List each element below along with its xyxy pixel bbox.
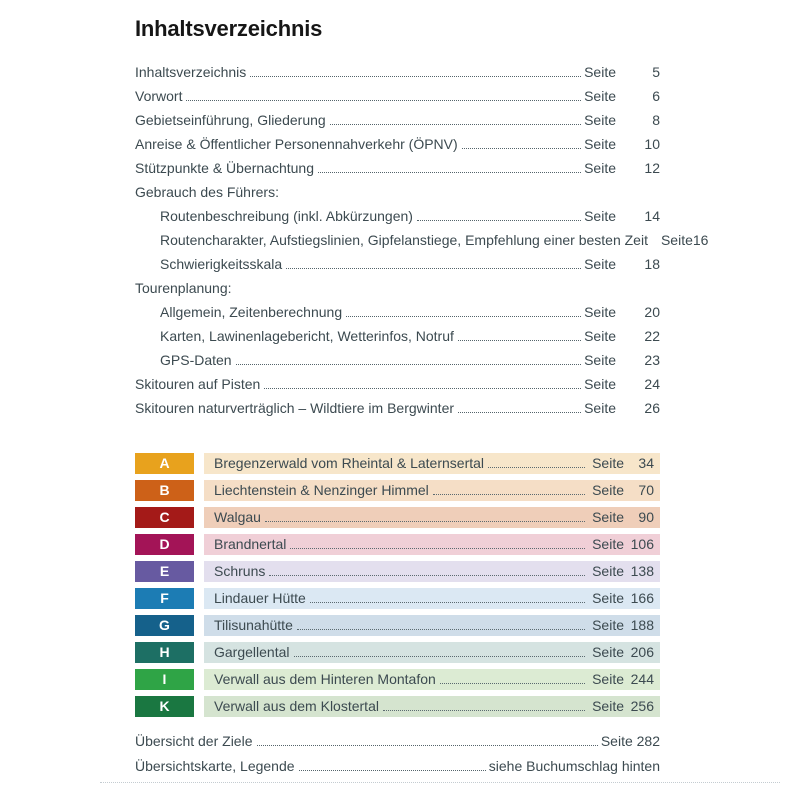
toc-entry (135, 208, 660, 232)
dot-leader (290, 548, 585, 549)
dot-leader (297, 629, 585, 630)
dot-leader (269, 575, 585, 576)
footer-entry-value: Seite 282 (600, 733, 660, 749)
seite-label: Seite (584, 112, 616, 128)
section-label: Lindauer Hütte (214, 590, 306, 606)
page-number: 6 (652, 88, 660, 104)
section-row-band (204, 588, 660, 609)
dot-leader (458, 412, 581, 413)
toc-entry (135, 112, 660, 136)
dot-leader (286, 268, 581, 269)
page-number: 138 (630, 563, 654, 579)
section-label: Schruns (214, 563, 266, 579)
toc-entry-label: Gebrauch des Führers: (135, 184, 279, 200)
seite-label: Seite (592, 671, 624, 687)
seite-label: Seite (592, 590, 624, 606)
section-row (135, 642, 660, 663)
dot-leader (265, 521, 585, 522)
section-letter-badge: H (135, 642, 194, 663)
section-label: Verwall aus dem Klostertal (214, 698, 379, 714)
toc-entry (135, 136, 660, 160)
toc-entry-label: Anreise & Öffentlicher Personennahverkehr (ÖPNV) (135, 136, 458, 152)
page-number: 18 (644, 256, 660, 272)
dot-leader (294, 656, 586, 657)
toc-entry (135, 64, 660, 88)
toc-entry-label: Tourenplanung: (135, 280, 232, 296)
seite-label: Seite (584, 136, 616, 152)
section-letter-badge: A (135, 453, 194, 474)
seite-label: Seite (584, 304, 616, 320)
dot-leader (318, 172, 581, 173)
toc-entry (135, 328, 660, 352)
page-number: 70 (638, 482, 654, 498)
seite-label: Seite (584, 352, 616, 368)
seite-label: Seite (584, 328, 616, 344)
seite-label: Seite (584, 256, 616, 272)
section-row-band (204, 561, 660, 582)
footer-entry (135, 758, 660, 783)
dot-leader (330, 124, 581, 125)
toc-entry-label: Skitouren auf Pisten (135, 376, 261, 392)
toc-entry (135, 184, 660, 208)
section-letter-badge: D (135, 534, 194, 555)
section-row (135, 561, 660, 582)
page-number: 166 (630, 590, 654, 606)
page-number: 256 (630, 698, 654, 714)
toc-entry (135, 232, 709, 256)
page-title: Inhaltsverzeichnis (135, 16, 323, 41)
page-number: 12 (644, 160, 660, 176)
section-row (135, 669, 660, 690)
section-row (135, 534, 660, 555)
section-row (135, 480, 660, 501)
page-number: 5 (652, 64, 660, 80)
dot-leader (236, 364, 581, 365)
footer-entry (135, 733, 660, 758)
section-row-band (204, 615, 660, 636)
section-label: Gargellental (214, 644, 290, 660)
page-number: 244 (630, 671, 654, 687)
section-row-band (204, 453, 660, 474)
section-label: Tilisunahütte (214, 617, 293, 633)
section-letter-badge: G (135, 615, 194, 636)
toc-entry (135, 280, 660, 304)
dot-leader (250, 76, 581, 77)
dot-leader (383, 710, 585, 711)
dot-leader (488, 467, 585, 468)
dot-leader (440, 683, 585, 684)
seite-label: Seite (592, 509, 624, 525)
section-letter-badge: K (135, 696, 194, 717)
toc-page-content (135, 16, 709, 783)
toc-entry-label: Routenbeschreibung (inkl. Abkürzungen) (160, 208, 413, 224)
toc-entry (135, 352, 660, 376)
page-edge-line (100, 782, 780, 783)
page-number: 14 (644, 208, 660, 224)
seite-label: Seite (592, 644, 624, 660)
seite-label: Seite (584, 160, 616, 176)
page-number: 23 (644, 352, 660, 368)
dot-leader (299, 770, 486, 771)
page-number: 206 (630, 644, 654, 660)
toc-entry-label: Karten, Lawinenlagebericht, Wetterinfos, Notruf (160, 328, 454, 344)
page-number: 24 (644, 376, 660, 392)
page-number: 34 (638, 455, 654, 471)
dot-leader (462, 148, 581, 149)
toc-entry-label: Stützpunkte & Übernachtung (135, 160, 315, 176)
footer-entry-label: Übersichtskarte, Legende (135, 758, 295, 774)
page-number: 22 (644, 328, 660, 344)
dot-leader (346, 316, 581, 317)
seite-label: Seite (592, 482, 624, 498)
section-label: Walgau (214, 509, 261, 525)
section-label: Brandnertal (214, 536, 287, 552)
seite-label: Seite (592, 698, 624, 714)
section-row (135, 588, 660, 609)
section-label: Bregenzerwald vom Rheintal & Laternsertal (214, 455, 485, 471)
toc-entry (135, 88, 660, 112)
seite-label: Seite (592, 563, 624, 579)
seite-label: Seite (660, 232, 693, 248)
section-row (135, 615, 660, 636)
page-number: 20 (644, 304, 660, 320)
section-row-band (204, 507, 660, 528)
section-letter-badge: I (135, 669, 194, 690)
section-label: Liechtenstein & Nenzinger Himmel (214, 482, 429, 498)
toc-entry (135, 256, 660, 280)
section-letter-badge: C (135, 507, 194, 528)
page-number: 16 (692, 232, 709, 248)
toc-list (135, 64, 709, 424)
section-letter-badge: F (135, 588, 194, 609)
toc-entry-label: Inhaltsverzeichnis (135, 64, 247, 80)
page-number: 26 (644, 400, 660, 416)
dot-leader (264, 388, 581, 389)
dot-leader (310, 602, 585, 603)
toc-entry-label: Routencharakter, Aufstiegslinien, Gipfelanstiege, Empfehlung einer besten Zeit (160, 232, 648, 248)
toc-entry-label: Skitouren naturverträglich – Wildtiere im Bergwinter (135, 400, 455, 416)
section-letter-badge: B (135, 480, 194, 501)
toc-entry-label: Schwierigkeitsskala (160, 256, 283, 272)
section-row-band (204, 642, 660, 663)
footer-entry-value: siehe Buchumschlag hinten (488, 758, 660, 774)
dot-leader (458, 340, 581, 341)
page-number: 10 (644, 136, 660, 152)
dot-leader (433, 494, 585, 495)
page-number: 106 (630, 536, 654, 552)
toc-entry-label: Gebietseinführung, Gliederung (135, 112, 326, 128)
section-row-band (204, 534, 660, 555)
footer-entry-label: Übersicht der Ziele (135, 733, 253, 749)
toc-entry (135, 304, 660, 328)
toc-entry-label: Allgemein, Zeitenberechnung (160, 304, 343, 320)
section-label: Verwall aus dem Hinteren Montafon (214, 671, 436, 687)
page-number: 188 (630, 617, 654, 633)
seite-label: Seite (584, 400, 616, 416)
seite-label: Seite (592, 617, 624, 633)
toc-entry (135, 160, 660, 184)
section-letter-badge: E (135, 561, 194, 582)
seite-label: Seite (584, 64, 616, 80)
section-row-band (204, 696, 660, 717)
footer-list (135, 733, 660, 783)
section-row (135, 696, 660, 717)
toc-entry (135, 400, 660, 424)
section-row-band (204, 669, 660, 690)
toc-entry (135, 376, 660, 400)
section-row (135, 453, 660, 474)
page-number: 8 (652, 112, 660, 128)
section-row-band (204, 480, 660, 501)
dot-leader (186, 100, 581, 101)
section-row (135, 507, 660, 528)
dot-leader (417, 220, 581, 221)
seite-label: Seite (592, 536, 624, 552)
page-number: 90 (638, 509, 654, 525)
toc-entry-label: GPS-Daten (160, 352, 232, 368)
seite-label: Seite (592, 455, 624, 471)
dot-leader (257, 745, 598, 746)
toc-entry-label: Vorwort (135, 88, 183, 104)
section-list (135, 453, 660, 717)
seite-label: Seite (584, 88, 616, 104)
seite-label: Seite (584, 376, 616, 392)
seite-label: Seite (584, 208, 616, 224)
